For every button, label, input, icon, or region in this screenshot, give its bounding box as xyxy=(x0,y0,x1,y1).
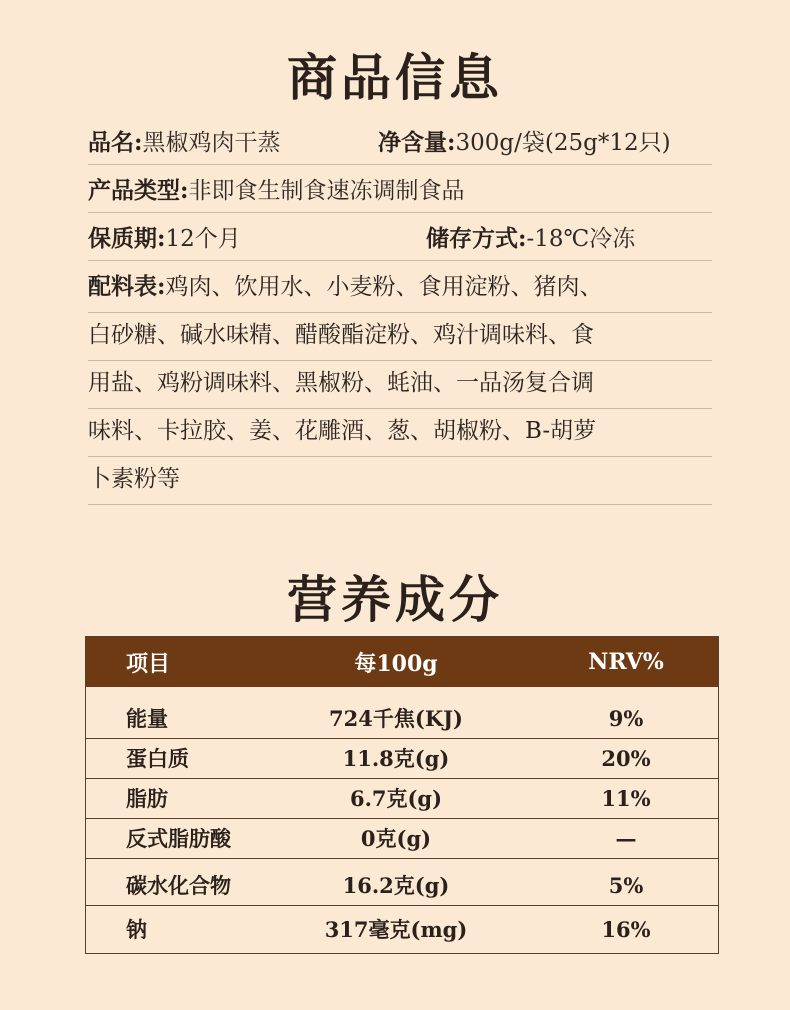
row-item: 脂肪 xyxy=(126,786,168,811)
info-row-shelf xyxy=(88,224,712,261)
table-row xyxy=(86,865,718,906)
row-nrv: 9% xyxy=(608,705,644,731)
row-nrv: — xyxy=(615,825,637,851)
header-nrv: NRV% xyxy=(588,649,664,675)
table-row xyxy=(86,738,718,779)
row-item: 碳水化合物 xyxy=(126,873,231,898)
row-nrv: 11% xyxy=(601,785,651,811)
row-item: 能量 xyxy=(126,706,168,731)
storage-label: 储存方式: xyxy=(426,225,527,252)
ingredients-line xyxy=(88,464,712,505)
row-per100g: 16.2克(g) xyxy=(342,873,450,898)
nutrition-title: 营养成分 xyxy=(287,570,503,629)
info-row-name xyxy=(88,128,712,165)
row-per100g: 0克(g) xyxy=(360,826,432,851)
row-nrv: 5% xyxy=(608,872,644,898)
nutrition-table-header xyxy=(86,637,718,687)
table-row xyxy=(86,698,718,739)
row-per100g: 724千焦(KJ) xyxy=(329,706,463,731)
row-item: 反式脂肪酸 xyxy=(126,826,231,851)
ingredients-text: 味料、卡拉胶、姜、花雕酒、葱、胡椒粉、B-胡萝 xyxy=(88,418,597,444)
type-label: 产品类型: xyxy=(88,177,189,204)
ingredients-line xyxy=(88,368,712,409)
product-info-title: 商品信息 xyxy=(287,48,503,107)
row-per100g: 11.8克(g) xyxy=(342,746,450,771)
row-item: 蛋白质 xyxy=(126,746,189,771)
shelf-life-label: 保质期: xyxy=(88,225,166,252)
ingredients-line xyxy=(88,320,712,361)
net-weight-value: 300g/袋(25g*12只) xyxy=(455,130,671,156)
table-row xyxy=(86,818,718,859)
table-row xyxy=(86,778,718,819)
ingredients-line xyxy=(88,416,712,457)
row-per100g: 6.7克(g) xyxy=(349,786,443,811)
table-row xyxy=(86,909,718,949)
row-nrv: 20% xyxy=(601,745,651,771)
row-nrv: 16% xyxy=(601,916,651,942)
net-weight-label: 净含量: xyxy=(378,129,456,156)
row-item: 钠 xyxy=(126,917,147,942)
nutrition-table xyxy=(85,636,719,954)
type-value: 非即食生制食速冻调制食品 xyxy=(188,178,465,204)
name-label: 品名: xyxy=(88,129,143,156)
ingredients-text: 白砂糖、碱水味精、醋酸酯淀粉、鸡汁调味料、食 xyxy=(88,322,594,348)
ingredients-line xyxy=(88,272,712,313)
header-item: 项目 xyxy=(126,650,171,677)
info-row-type xyxy=(88,176,712,213)
row-per100g: 317毫克(mg) xyxy=(324,917,468,942)
name-value: 黑椒鸡肉干蒸 xyxy=(142,130,281,156)
storage-value: -18℃冷冻 xyxy=(526,226,636,252)
ingredients-label: 配料表: xyxy=(88,273,166,300)
shelf-life-value: 12个月 xyxy=(165,226,241,252)
header-per100g: 每100g xyxy=(354,650,438,677)
ingredients-text: 用盐、鸡粉调味料、黑椒粉、蚝油、一品汤复合调 xyxy=(88,370,594,396)
ingredients-text: 卜素粉等 xyxy=(88,466,180,492)
ingredients-text: 鸡肉、饮用水、小麦粉、食用淀粉、猪肉、 xyxy=(165,274,603,300)
